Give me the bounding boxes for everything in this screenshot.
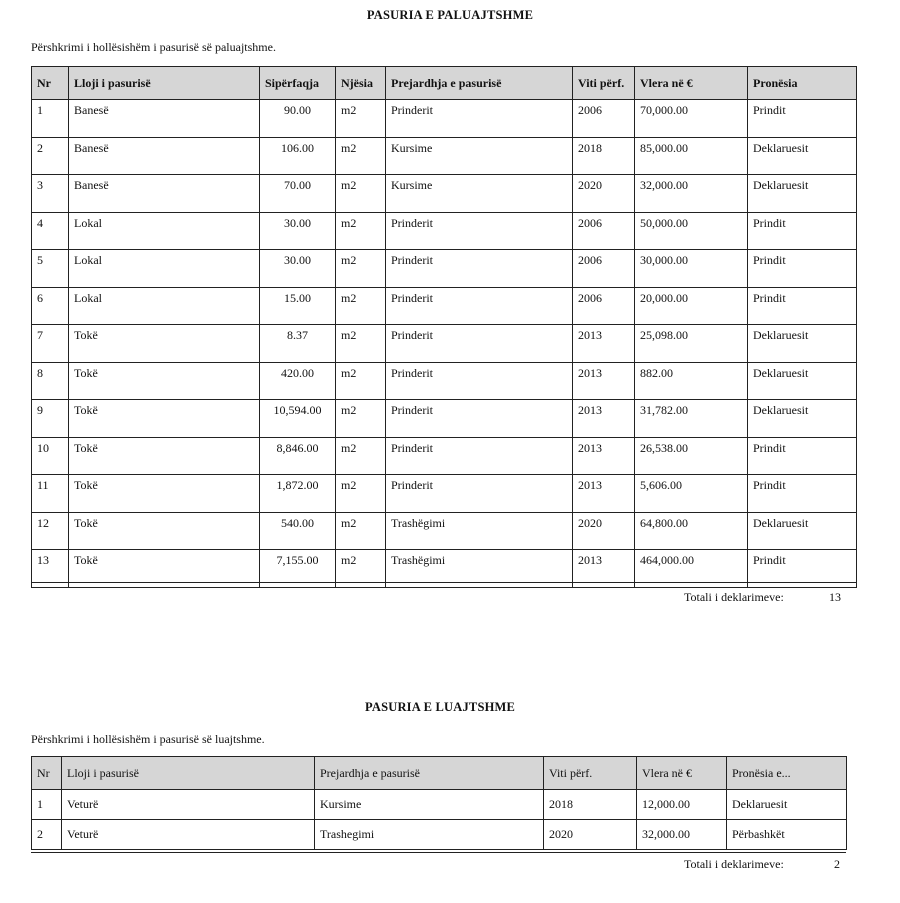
- movable-cell-5: Deklaruesit: [727, 790, 847, 820]
- immovable-total-value: 13: [829, 590, 841, 604]
- immovable-cell-6: 25,098.00: [635, 325, 748, 363]
- movable-header-col-2: Prejardhja e pasurisë: [315, 757, 544, 790]
- table-row: [32, 100, 857, 138]
- immovable-cell-5: 2020: [573, 512, 635, 550]
- immovable-cell-7: Deklaruesit: [748, 362, 857, 400]
- movable-cell-2: Kursime: [315, 790, 544, 820]
- immovable-cell-6: 882.00: [635, 362, 748, 400]
- immovable-cell-3: m2: [336, 100, 386, 138]
- immovable-cell-1: Tokë: [69, 325, 260, 363]
- immovable-cell-6: 50,000.00: [635, 212, 748, 250]
- movable-header-col-1: Lloji i pasurisë: [62, 757, 315, 790]
- immovable-cell-7: Deklaruesit: [748, 137, 857, 175]
- movable-cell-3: 2020: [544, 820, 637, 850]
- immovable-cell-0: 12: [32, 512, 69, 550]
- immovable-cell-2: 30.00: [260, 250, 336, 288]
- immovable-cell-0: 2: [32, 137, 69, 175]
- table-row: [32, 820, 847, 850]
- immovable-cell-0: 1: [32, 100, 69, 138]
- immovable-cell-5: 2006: [573, 250, 635, 288]
- immovable-cell-1: Banesë: [69, 175, 260, 213]
- immovable-cell-4: Prinderit: [386, 325, 573, 363]
- table-row: [32, 250, 857, 288]
- immovable-title: PASURIA E PALUAJTSHME: [366, 8, 534, 22]
- immovable-cell-1: Tokë: [69, 512, 260, 550]
- immovable-cell-4: Kursime: [386, 175, 573, 213]
- movable-cell-0: 2: [32, 820, 62, 850]
- immovable-cell-2: 1,872.00: [260, 475, 336, 513]
- immovable-cell-1: Banesë: [69, 137, 260, 175]
- immovable-cell-0: 3: [32, 175, 69, 213]
- immovable-cell-5: 2020: [573, 175, 635, 213]
- immovable-cell-3: m2: [336, 400, 386, 438]
- movable-description: Përshkrimi i hollësishëm i pasurisë së luajtshme.: [31, 732, 265, 746]
- immovable-cell-7: Deklaruesit: [748, 175, 857, 213]
- immovable-cell-4: Prinderit: [386, 287, 573, 325]
- immovable-cell-4: Prinderit: [386, 437, 573, 475]
- immovable-cell-6: 64,800.00: [635, 512, 748, 550]
- immovable-cell-3: m2: [336, 475, 386, 513]
- immovable-cell-4: Prinderit: [386, 250, 573, 288]
- movable-total-value: 2: [834, 857, 840, 871]
- immovable-cell-6: 32,000.00: [635, 175, 748, 213]
- immovable-cell-3: m2: [336, 287, 386, 325]
- immovable-cell-7: Prindit: [748, 212, 857, 250]
- immovable-cell-3: m2: [336, 550, 386, 588]
- immovable-cell-6: 31,782.00: [635, 400, 748, 438]
- immovable-cell-5: 2013: [573, 437, 635, 475]
- immovable-cell-5: 2013: [573, 400, 635, 438]
- immovable-cell-0: 7: [32, 325, 69, 363]
- immovable-header-col-1: Lloji i pasurisë: [69, 67, 260, 100]
- movable-header-row: [32, 757, 847, 790]
- immovable-cell-7: Deklaruesit: [748, 512, 857, 550]
- immovable-cell-4: Prinderit: [386, 362, 573, 400]
- immovable-cell-1: Tokë: [69, 437, 260, 475]
- movable-header-col-0: Nr: [32, 757, 62, 790]
- immovable-header-col-7: Pronësia: [748, 67, 857, 100]
- immovable-cell-2: 540.00: [260, 512, 336, 550]
- immovable-cell-5: 2006: [573, 100, 635, 138]
- immovable-cell-2: 8.37: [260, 325, 336, 363]
- immovable-cell-1: Lokal: [69, 212, 260, 250]
- movable-cell-5: Përbashkët: [727, 820, 847, 850]
- movable-cell-0: 1: [32, 790, 62, 820]
- immovable-cell-2: 420.00: [260, 362, 336, 400]
- movable-cell-1: Veturë: [62, 820, 315, 850]
- immovable-cell-4: Kursime: [386, 137, 573, 175]
- immovable-cell-7: Prindit: [748, 475, 857, 513]
- immovable-cell-2: 8,846.00: [260, 437, 336, 475]
- immovable-cell-0: 11: [32, 475, 69, 513]
- movable-title: PASURIA E LUAJTSHME: [364, 700, 516, 714]
- immovable-cell-3: m2: [336, 175, 386, 213]
- immovable-description: Përshkrimi i hollësishëm i pasurisë së paluajtshme.: [31, 40, 276, 54]
- immovable-cell-6: 30,000.00: [635, 250, 748, 288]
- immovable-cell-2: 15.00: [260, 287, 336, 325]
- immovable-cell-4: Prinderit: [386, 400, 573, 438]
- table-row: [32, 512, 857, 550]
- immovable-cell-1: Banesë: [69, 100, 260, 138]
- immovable-cell-1: Tokë: [69, 475, 260, 513]
- immovable-cell-0: 10: [32, 437, 69, 475]
- immovable-cell-3: m2: [336, 362, 386, 400]
- movable-table-end-line: [31, 852, 846, 853]
- immovable-table-end-line: [31, 582, 856, 583]
- immovable-cell-3: m2: [336, 137, 386, 175]
- movable-cell-2: Trashegimi: [315, 820, 544, 850]
- immovable-cell-4: Prinderit: [386, 212, 573, 250]
- immovable-cell-1: Lokal: [69, 287, 260, 325]
- movable-header-col-5: Pronësia e...: [727, 757, 847, 790]
- immovable-cell-0: 9: [32, 400, 69, 438]
- movable-header-col-4: Vlera në €: [637, 757, 727, 790]
- immovable-cell-7: Prindit: [748, 100, 857, 138]
- immovable-header-col-2: Sipërfaqja: [260, 67, 336, 100]
- table-row: [32, 437, 857, 475]
- immovable-cell-0: 4: [32, 212, 69, 250]
- immovable-cell-5: 2013: [573, 475, 635, 513]
- immovable-cell-7: Deklaruesit: [748, 400, 857, 438]
- movable-total-label: Totali i deklarimeve:: [684, 857, 784, 871]
- movable-table: [31, 756, 847, 850]
- immovable-cell-5: 2013: [573, 362, 635, 400]
- table-row: [32, 175, 857, 213]
- immovable-cell-7: Prindit: [748, 437, 857, 475]
- immovable-cell-7: Prindit: [748, 287, 857, 325]
- table-row: [32, 790, 847, 820]
- immovable-total-label: Totali i deklarimeve:: [684, 590, 784, 604]
- immovable-header-col-6: Vlera në €: [635, 67, 748, 100]
- immovable-cell-6: 464,000.00: [635, 550, 748, 588]
- immovable-cell-3: m2: [336, 250, 386, 288]
- immovable-header-col-0: Nr: [32, 67, 69, 100]
- immovable-cell-2: 10,594.00: [260, 400, 336, 438]
- immovable-cell-1: Tokë: [69, 550, 260, 588]
- immovable-cell-7: Prindit: [748, 550, 857, 588]
- immovable-cell-2: 90.00: [260, 100, 336, 138]
- immovable-cell-5: 2006: [573, 287, 635, 325]
- immovable-cell-3: m2: [336, 212, 386, 250]
- table-row: [32, 212, 857, 250]
- immovable-cell-1: Tokë: [69, 400, 260, 438]
- table-row: [32, 362, 857, 400]
- table-row: [32, 287, 857, 325]
- immovable-cell-3: m2: [336, 437, 386, 475]
- table-row: [32, 475, 857, 513]
- immovable-header-col-3: Njësia: [336, 67, 386, 100]
- immovable-header-col-5: Viti përf.: [573, 67, 635, 100]
- immovable-cell-7: Prindit: [748, 250, 857, 288]
- immovable-cell-3: m2: [336, 325, 386, 363]
- movable-totals: [0, 857, 900, 873]
- immovable-cell-7: Deklaruesit: [748, 325, 857, 363]
- immovable-cell-4: Trashëgimi: [386, 512, 573, 550]
- immovable-cell-6: 26,538.00: [635, 437, 748, 475]
- table-row: [32, 325, 857, 363]
- immovable-totals: [0, 590, 900, 606]
- immovable-cell-2: 70.00: [260, 175, 336, 213]
- immovable-header-row: [32, 67, 857, 100]
- immovable-cell-2: 7,155.00: [260, 550, 336, 588]
- immovable-cell-1: Lokal: [69, 250, 260, 288]
- immovable-cell-6: 85,000.00: [635, 137, 748, 175]
- immovable-cell-6: 20,000.00: [635, 287, 748, 325]
- immovable-cell-2: 30.00: [260, 212, 336, 250]
- immovable-cell-5: 2013: [573, 325, 635, 363]
- immovable-cell-0: 13: [32, 550, 69, 588]
- immovable-cell-0: 6: [32, 287, 69, 325]
- immovable-cell-6: 5,606.00: [635, 475, 748, 513]
- immovable-cell-6: 70,000.00: [635, 100, 748, 138]
- movable-cell-3: 2018: [544, 790, 637, 820]
- immovable-cell-4: Prinderit: [386, 475, 573, 513]
- immovable-cell-3: m2: [336, 512, 386, 550]
- table-row: [32, 137, 857, 175]
- immovable-table: [31, 66, 857, 588]
- immovable-cell-0: 8: [32, 362, 69, 400]
- immovable-cell-4: Trashëgimi: [386, 550, 573, 588]
- movable-cell-4: 12,000.00: [637, 790, 727, 820]
- immovable-cell-1: Tokë: [69, 362, 260, 400]
- immovable-cell-5: 2013: [573, 550, 635, 588]
- immovable-header-col-4: Prejardhja e pasurisë: [386, 67, 573, 100]
- immovable-cell-5: 2018: [573, 137, 635, 175]
- movable-header-col-3: Viti përf.: [544, 757, 637, 790]
- immovable-cell-5: 2006: [573, 212, 635, 250]
- immovable-cell-4: Prinderit: [386, 100, 573, 138]
- movable-cell-4: 32,000.00: [637, 820, 727, 850]
- movable-cell-1: Veturë: [62, 790, 315, 820]
- immovable-cell-2: 106.00: [260, 137, 336, 175]
- table-row: [32, 400, 857, 438]
- immovable-cell-0: 5: [32, 250, 69, 288]
